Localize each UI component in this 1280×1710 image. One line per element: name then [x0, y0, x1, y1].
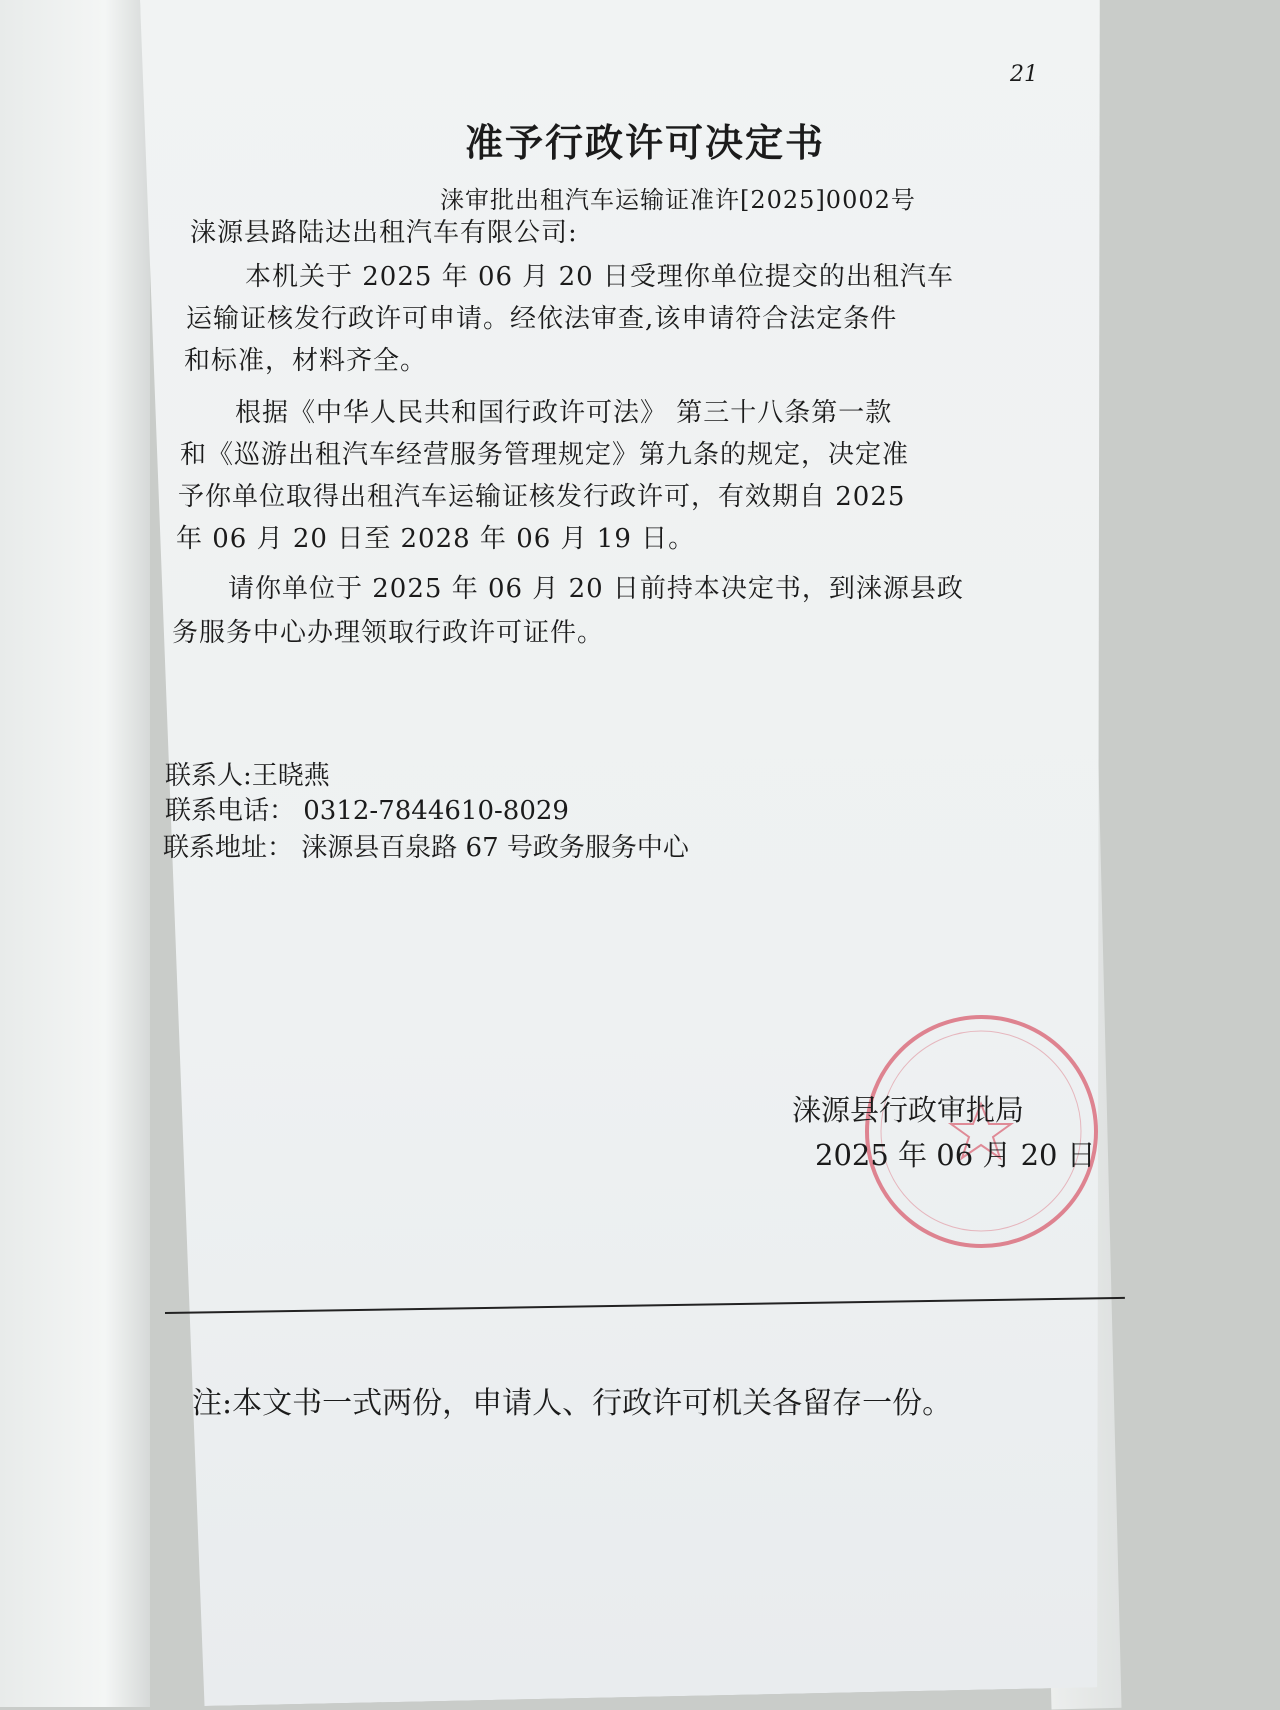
paragraph-3-line-1: 请你单位于 2025 年 06 月 20 日前持本决定书，到涞源县政	[228, 574, 964, 604]
divider-line	[165, 1297, 1125, 1314]
paragraph-2-line-4: 年 06 月 20 日至 2028 年 06 月 19 日。	[176, 524, 696, 554]
paragraph-2-line-3: 予你单位取得出租汽车运输证核发行政许可，有效期自 2025	[178, 482, 906, 512]
contact-phone: 联系电话： 0312-7844610-8029	[165, 796, 569, 826]
contact-address: 联系地址： 涞源县百泉路 67 号政务服务中心	[163, 833, 689, 863]
paragraph-1-line-3: 和标准，材料齐全。	[184, 346, 428, 376]
paragraph-3-line-2: 务服务中心办理领取行政许可证件。	[172, 618, 605, 648]
paragraph-2-line-2: 和《巡游出租汽车经营服务管理规定》第九条的规定，决定准	[180, 440, 910, 470]
paragraph-1-line-1: 本机关于 2025 年 06 月 20 日受理你单位提交的出租汽车	[245, 262, 954, 292]
addressee: 涞源县路陆达出租汽车有限公司:	[190, 218, 578, 248]
paragraph-1-line-2: 运输证核发行政许可申请。经依法审查,该申请符合法定条件	[186, 304, 898, 334]
contact-person: 联系人:王晓燕	[165, 761, 330, 791]
footnote: 注:本文书一式两份，申请人、行政许可机关各留存一份。	[192, 1386, 953, 1421]
paragraph-2-line-1: 根据《中华人民共和国行政许可法》 第三十八条第一款	[235, 398, 893, 428]
issuer-name: 涞源县行政审批局	[792, 1093, 1025, 1127]
handwritten-page-number: 21	[1010, 62, 1038, 87]
issue-date: 2025 年 06 月 20 日	[815, 1138, 1096, 1172]
document-title: 准予行政许可决定书	[465, 120, 826, 165]
document-number: 涞审批出租汽车运输证准许[2025]0002号	[440, 186, 916, 214]
official-seal	[865, 1015, 1098, 1248]
